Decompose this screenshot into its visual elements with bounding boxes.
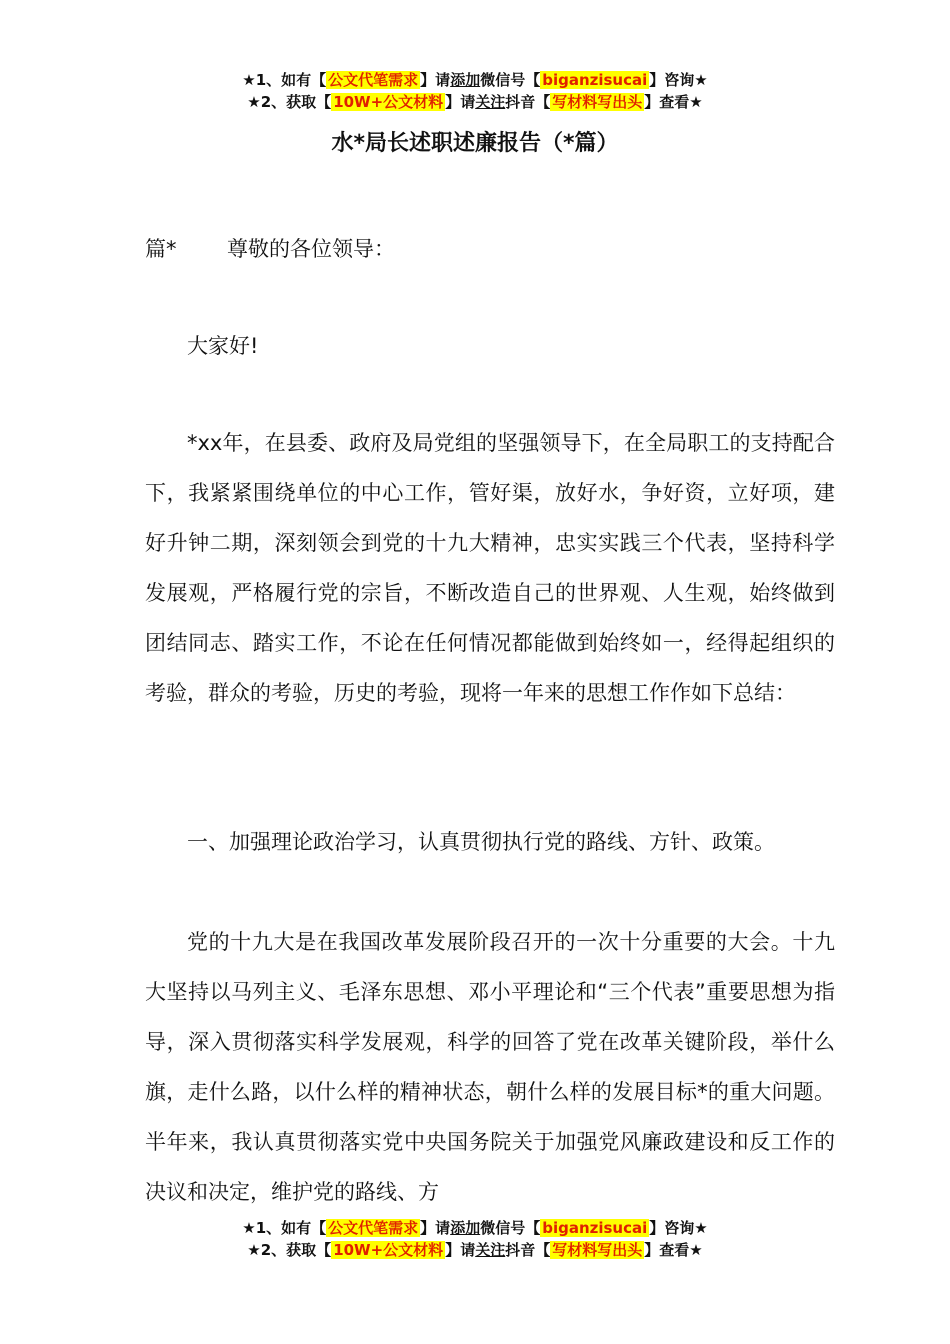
highlight-douyin-account: 写材料写出头 — [552, 1241, 643, 1259]
banner-text: 】查看★ — [644, 1241, 703, 1259]
underlined-text: 关注 — [475, 1241, 506, 1259]
highlight-douyin-account: 写材料写出头 — [552, 93, 643, 111]
section-label: 篇* — [145, 237, 177, 261]
highlight-wechat-id: biganzisucai — [542, 71, 648, 89]
banner-line-1 — [0, 69, 950, 91]
section-heading-1: 一、加强理论政治学习，认真贯彻执行党的路线、方针、政策。 — [187, 830, 775, 854]
section-heading-block — [145, 817, 835, 867]
bottom-banner — [0, 1217, 950, 1261]
greeting: 大家好! — [187, 334, 259, 358]
banner-text: ★1、如有【 — [242, 1219, 327, 1237]
intro-line — [145, 224, 835, 274]
banner-text: 】请 — [420, 1219, 451, 1237]
banner-text: 】请 — [420, 71, 451, 89]
banner-text: 微信号【 — [480, 1219, 541, 1237]
banner-text: 抖音【 — [505, 1241, 551, 1259]
highlight-materials: 10W+公文材料 — [333, 93, 444, 111]
banner-line-1 — [0, 1217, 950, 1239]
greeting-block — [145, 321, 835, 371]
banner-text: ★1、如有【 — [242, 71, 327, 89]
banner-text: 抖音【 — [505, 93, 551, 111]
banner-text: 】咨询★ — [649, 71, 708, 89]
paragraph-1: *xx年，在县委、政府及局党组的坚强领导下，在全局职工的支持配合下，我紧紧围绕单位的中心工作，管好渠，放好水，争好资，立好项，建好升钟二期，深刻领会到党的十九大精神，忠实实践三个代表，坚持科学发展观，严格履行党的宗旨，不断改造自己的世界观、人生观，始终做到团结同志、踏实工作，不论在任何情况都能做到始终如一，经得起组织的考验，群众的考验，历史的考验，现将一年来的思想工作作如下总结： — [145, 431, 835, 705]
underlined-text: 添加 — [450, 71, 481, 89]
highlight-service: 公文代笔需求 — [328, 1219, 419, 1237]
banner-text: 】请 — [445, 1241, 476, 1259]
banner-text: 微信号【 — [480, 71, 541, 89]
document-title: 水*局长述职述廉报告（*篇） — [331, 131, 619, 156]
banner-line-2 — [0, 1239, 950, 1261]
paragraph-1-block — [145, 418, 835, 718]
highlight-materials: 10W+公文材料 — [333, 1241, 444, 1259]
highlight-service: 公文代笔需求 — [328, 71, 419, 89]
underlined-text: 添加 — [450, 1219, 481, 1237]
salutation: 尊敬的各位领导： — [227, 237, 395, 261]
banner-text: 】请 — [445, 93, 476, 111]
banner-text: 】查看★ — [644, 93, 703, 111]
banner-text: 】咨询★ — [649, 1219, 708, 1237]
highlight-wechat-id: biganzisucai — [542, 1219, 648, 1237]
banner-text: ★2、获取【 — [247, 93, 332, 111]
underlined-text: 关注 — [475, 93, 506, 111]
paragraph-2: 党的十九大是在我国改革发展阶段召开的一次十分重要的大会。十九大坚持以马列主义、毛泽东思想、邓小平理论和“三个代表”重要思想为指导，深入贯彻落实科学发展观，科学的回答了党在改革关键阶段，举什么旗，走什么路，以什么样的精神状态，朝什么样的发展目标*的重大问题。半年来，我认真贯彻落实党中央国务院关于加强党风廉政建设和反工作的决议和决定，维护党的路线、方 — [145, 930, 835, 1204]
top-banner — [0, 69, 950, 113]
banner-line-2 — [0, 91, 950, 113]
paragraph-2-block — [145, 917, 835, 1217]
banner-text: ★2、获取【 — [247, 1241, 332, 1259]
